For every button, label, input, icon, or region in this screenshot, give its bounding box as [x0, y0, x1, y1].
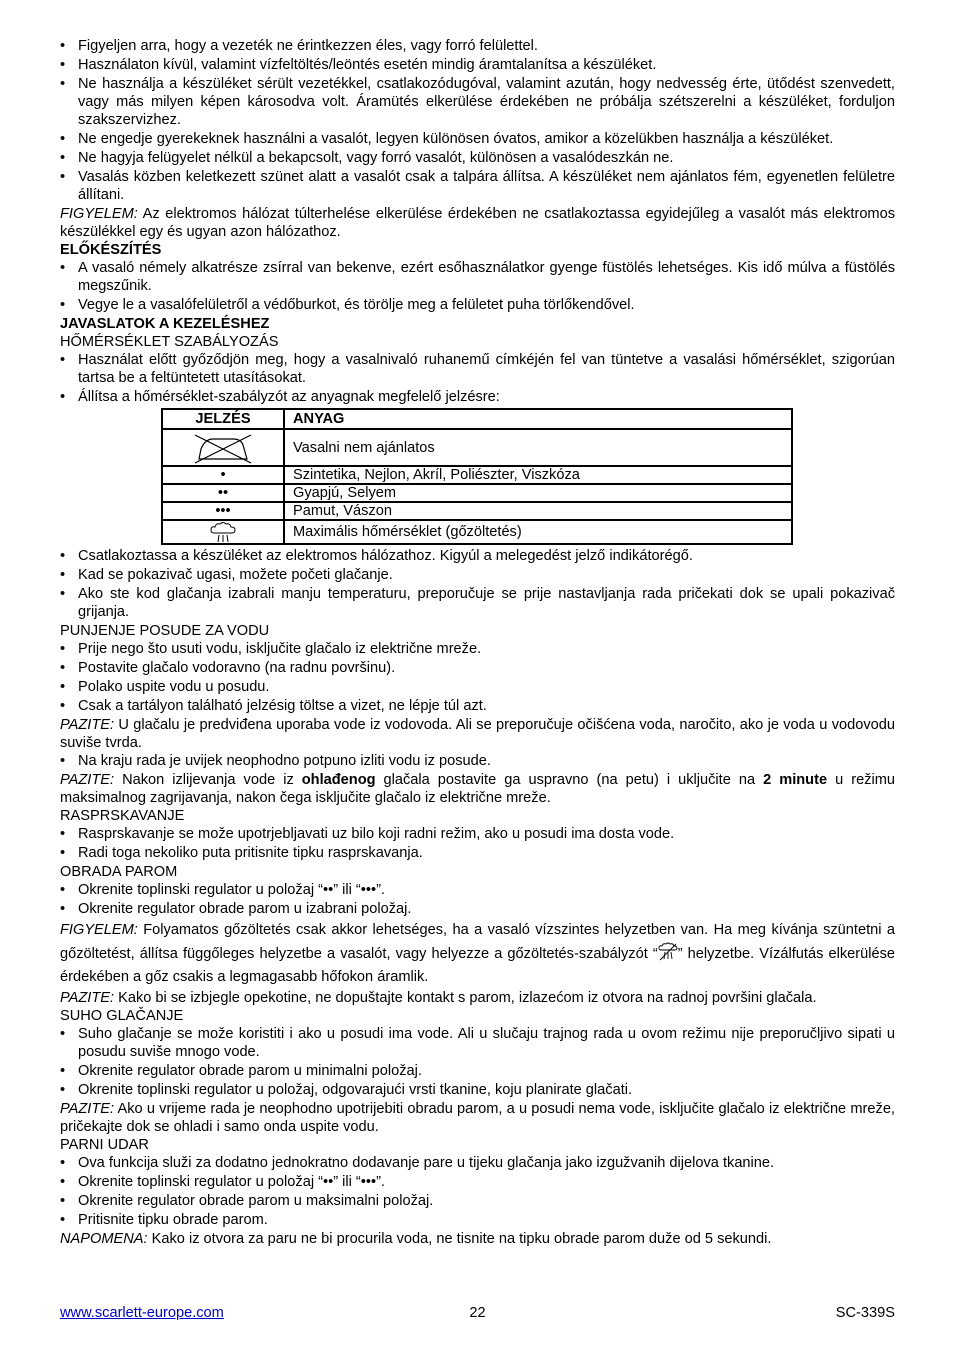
list-item: • Okrenite toplinski regulator u položaj “••” ili “•••”. — [60, 881, 895, 899]
note-text: U glačalu je predviđena uporaba vode iz vodovoda. Ali se preporučuje očišćena voda, naročito, ako je voda u vodovodu suviše tvrda. — [60, 717, 895, 751]
caution-note — [60, 716, 895, 752]
note-label: FIGYELEM: — [60, 922, 138, 938]
list-item: • Okrenite regulator obrade parom u maksimalni položaj. — [60, 1192, 895, 1210]
list-item: • Na kraju rada je uvijek neophodno potpuno izliti vodu iz posude. — [60, 752, 895, 770]
warning-note — [60, 919, 895, 989]
page-number: 22 — [469, 1305, 486, 1321]
note-label: PAZITE: — [60, 772, 115, 788]
table-cell-material: Szintetika, Nejlon, Akríl, Poliészter, Viszkóza — [284, 466, 792, 484]
note-text: Nakon izlijevanja vode iz — [114, 772, 302, 788]
list-item: • Csak a tartályon található jelzésig töltse a vizet, ne lépje túl azt. — [60, 697, 895, 715]
list-item: • Használat előtt győződjön meg, hogy a vasalnivaló ruhanemű címkéjén fel van tüntetve a vasalási hőmérséklet, szigorúan tartsa be a feltüntetett utasításokat. — [60, 351, 895, 387]
table-row — [162, 484, 792, 502]
section-heading: PUNJENJE POSUDE ZA VODU — [60, 623, 270, 639]
water-fill-list — [60, 640, 895, 715]
note-label: PAZITE: — [60, 717, 115, 733]
note-label: PAZITE: — [60, 1101, 115, 1117]
warning-note — [60, 205, 895, 241]
caution-note — [60, 1100, 895, 1136]
note-text: Kako iz otvora za paru ne bi procurila voda, ne tisnite na tipku obrade parom duže od 5 sekundi. — [147, 1231, 772, 1247]
note-text: Az elektromos hálózat túlterhelése elkerülése érdekében ne csatlakoztassa egyidejűleg a vasalót más elektromos készülékkel egy és ugyan azon hálózathoz. — [60, 206, 895, 240]
temperature-table — [161, 408, 793, 545]
note-text: Kako bi se izbjegle opekotine, ne dopuštajte kontakt s parom, izlazećom iz otvora na radnoj površini glačala. — [114, 990, 817, 1006]
table-header-row — [162, 409, 792, 429]
list-item: • Polako uspite vodu u posudu. — [60, 678, 895, 696]
section-heading: SUHO GLAČANJE — [60, 1008, 184, 1024]
steam-burst-list — [60, 1154, 895, 1229]
website-link[interactable]: www.scarlett-europe.com — [60, 1305, 224, 1321]
list-item: • Ne hagyja felügyelet nélkül a bekapcsolt, vagy forró vasalót, különösen a vasalódeszkán ne. — [60, 149, 895, 167]
list-item: • A vasaló némely alkatrésze zsírral van bekenve, ezért esőhasználatkor gyenge füstölés lehetséges. Kis idő múlva a füstölés megszűnik. — [60, 259, 895, 295]
list-item: • Okrenite toplinski regulator u položaj, odgovarajući vrsti tkanine, koju planirate glačati. — [60, 1081, 895, 1099]
steam-off-icon — [658, 942, 678, 962]
table-cell-material: Maximális hőmérséklet (gőzöltetés) — [284, 520, 792, 544]
section-heading: ELŐKÉSZÍTÉS — [60, 242, 162, 258]
note-label: PAZITE: — [60, 990, 115, 1006]
list-item: • Okrenite regulator obrade parom u minimalni položaj. — [60, 1062, 895, 1080]
list-item: • Figyeljen arra, hogy a vezeték ne érintkezzen éles, vagy forró felülettel. — [60, 37, 895, 55]
note-emphasis: 2 minute — [763, 772, 828, 788]
list-item: • Állítsa a hőmérséklet-szabályzót az anyagnak megfelelő jelzésre: — [60, 388, 895, 406]
list-item: • Suho glačanje se može koristiti i ako u posudi ima vode. Ali u slučaju trajnog rada u ovom režimu nije preporučljivo sipati u posudu suviše mnogo vode. — [60, 1025, 895, 1061]
operation-list — [60, 547, 895, 621]
list-item: • Okrenite regulator obrade parom u izabrani položaj. — [60, 900, 895, 918]
remark-note — [60, 1230, 895, 1248]
table-cell-material: Gyapjú, Selyem — [284, 484, 792, 502]
model-number: SC-339S — [835, 1305, 895, 1321]
spray-list — [60, 825, 895, 862]
column-header: ANYAG — [284, 409, 792, 429]
section-heading: RASPRSKAVANJE — [60, 808, 185, 824]
table-cell-material: Pamut, Vászon — [284, 502, 792, 520]
note-text: u režimu maksimalnog zagrijavanja, nakon čega isključite glačalo iz električne mreže. — [60, 772, 896, 806]
note-emphasis: ohlađenog — [301, 772, 376, 788]
note-text: glačala postavite ga uspravno (na petu) i uključite na — [375, 772, 764, 788]
crossed-iron-icon — [191, 431, 255, 465]
table-row — [162, 429, 792, 466]
caution-note — [60, 771, 895, 807]
safety-list — [60, 37, 895, 204]
list-item: • Okrenite toplinski regulator u položaj “••” ili “•••”. — [60, 1173, 895, 1191]
subsection-heading: HŐMÉRSÉKLET SZABÁLYOZÁS — [60, 334, 279, 350]
list-item: • Csatlakoztassa a készüléket az elektromos hálózathoz. Kigyúl a melegedést jelző indikátorégő. — [60, 547, 895, 565]
dry-ironing-list — [60, 1025, 895, 1099]
section-heading: OBRADA PAROM — [60, 864, 178, 880]
steam-icon — [210, 521, 236, 543]
table-cell-symbol: • — [162, 466, 284, 484]
table-cell-symbol — [162, 429, 284, 466]
caution-note — [60, 989, 895, 1007]
list-item: • Ne használja a készüléket sérült vezetékkel, csatlakozódugóval, valamint azután, hogy nedvesség érte, ütődést szenvedett, vagy más milyen képen károsodva volt. Áramütés elkerülése érdekében ne próbálja szétszerelni a készüléket, forduljon szakszervizhez. — [60, 75, 895, 129]
preparation-list — [60, 259, 895, 314]
list-item: • Radi toga nekoliko puta pritisnite tipku rasprskavanja. — [60, 844, 895, 862]
list-item: • Ova funkcija služi za dodatno jednokratno dodavanje pare u tijeku glačanja jako izgužvanih dijelova tkanine. — [60, 1154, 895, 1172]
section-heading: PARNI UDAR — [60, 1137, 149, 1153]
table-row — [162, 466, 792, 484]
table-row — [162, 520, 792, 544]
list-item: • Postavite glačalo vodoravno (na radnu površinu). — [60, 659, 895, 677]
page-footer — [60, 1304, 895, 1322]
steam-list — [60, 881, 895, 918]
list-item: • Rasprskavanje se može upotrjebljavati uz bilo koji radni režim, ako u posudi ima dosta vode. — [60, 825, 895, 843]
list-item: • Használaton kívül, valamint vízfeltöltés/leöntés esetén mindig áramtalanítsa a készüléket. — [60, 56, 895, 74]
list-item: • Ako ste kod glačanja izabrali manju temperaturu, preporučuje se prije nastavljanja rada pričekati dok se upali pokazivač grijanja. — [60, 585, 895, 621]
note-text: Ako u vrijeme rada je neophodno upotrijebiti obradu parom, a u posudi nema vode, isključite glačalo iz električne mreže, pričekajte dok se ohladi i samo onda uspite vodu. — [60, 1101, 895, 1135]
table-cell-symbol: ••• — [162, 502, 284, 520]
temperature-list — [60, 351, 895, 406]
list-item: • Vegye le a vasalófelületről a védőburkot, és törölje meg a felületet puha törlőkendővel. — [60, 296, 895, 314]
note-text: ” helyzetbe. Vízálfutás elkerülése érdekében a gőz csakis a legmagasabb hőfokon áramlik. — [60, 946, 896, 985]
note-text: Folyamatos gőzöltetés csak akkor lehetséges, ha a vasaló vízszintes helyzetben van. Ha meg kívánja szüntetni a gőzöltetést, állítsa függőleges helyzetbe a vasalót, vagy helyezze a gőzöltetés-szabályzót “ — [60, 922, 895, 962]
list-item: • Ne engedje gyerekeknek használni a vasalót, legyen különösen óvatos, amikor a közelükben használja a készüléket. — [60, 130, 895, 148]
table-row — [162, 502, 792, 520]
document-body — [60, 37, 895, 1248]
table-cell-symbol: •• — [162, 484, 284, 502]
list-item: • Prije nego što usuti vodu, isključite glačalo iz električne mreže. — [60, 640, 895, 658]
water-empty-list — [60, 752, 895, 770]
note-label: FIGYELEM: — [60, 206, 138, 222]
column-header: JELZÉS — [162, 409, 284, 429]
note-label: NAPOMENA: — [60, 1231, 148, 1247]
list-item: • Pritisnite tipku obrade parom. — [60, 1211, 895, 1229]
list-item: • Kad se pokazivač ugasi, možete početi glačanje. — [60, 566, 895, 584]
section-heading: JAVASLATOK A KEZELÉSHEZ — [60, 316, 270, 332]
list-item: • Vasalás közben keletkezett szünet alatt a vasalót csak a talpára állítsa. A készüléket nem ajánlatos fém, egyenetlen felületre állítani. — [60, 168, 895, 204]
table-cell-symbol — [162, 520, 284, 544]
table-cell-material: Vasalni nem ajánlatos — [284, 429, 792, 466]
